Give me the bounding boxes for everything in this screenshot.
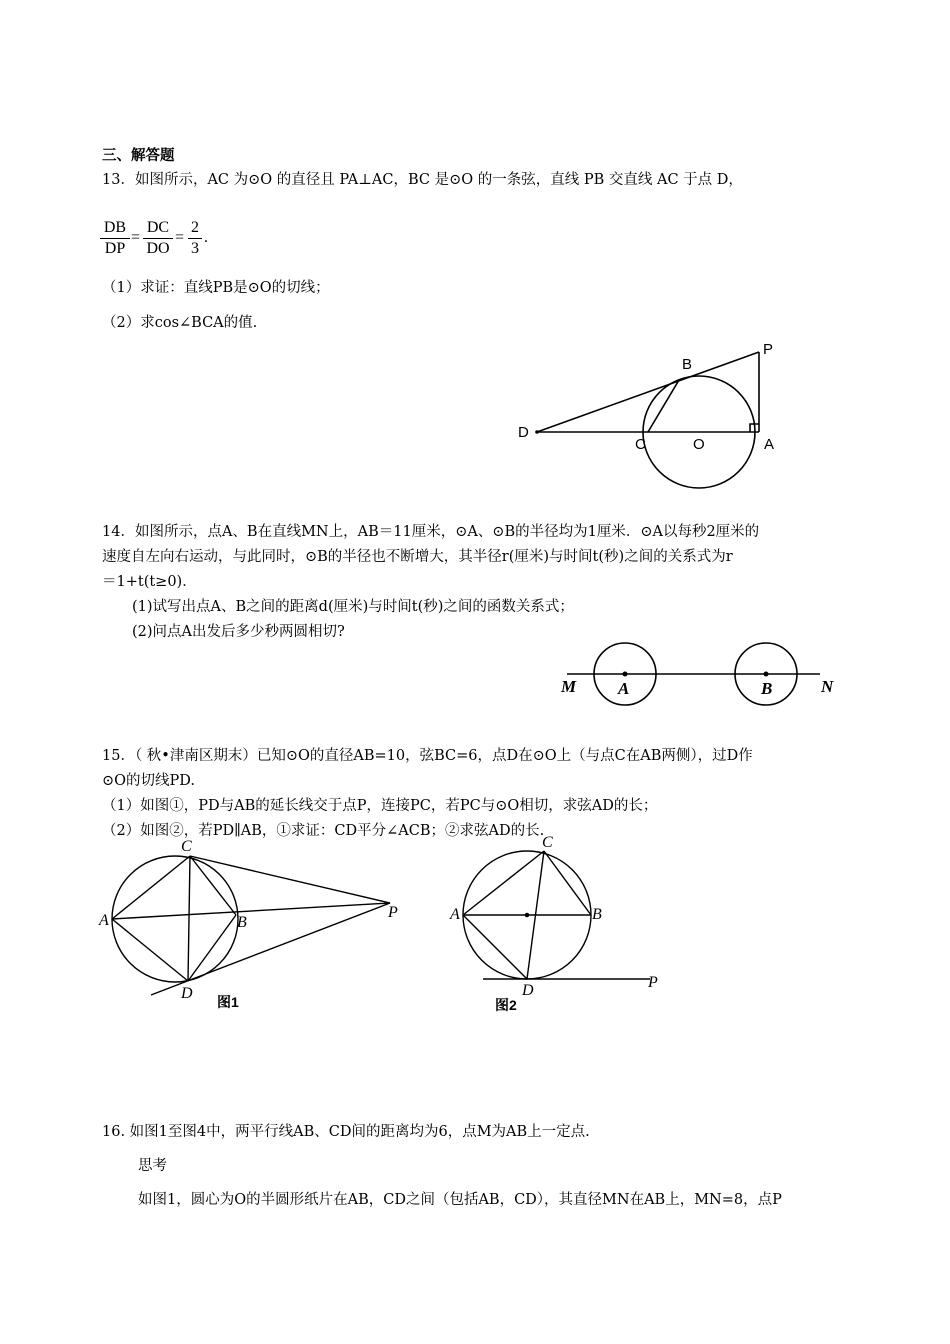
q15-part2: （2）如图②，若PD∥AB，①求证：CD平分∠ACB；②求弦AD的长. <box>102 823 545 839</box>
line-ap <box>112 903 390 919</box>
label-b: B <box>682 356 693 373</box>
line-dp <box>151 903 390 995</box>
label-d: D <box>181 985 193 1002</box>
frac1-denominator: DP <box>104 240 126 257</box>
label-m: M <box>561 677 577 696</box>
label-a: A <box>618 679 630 698</box>
line-ad <box>463 915 527 979</box>
q16-line2: 如图1，圆心为O的半圆形纸片在AB，CD之间（包括AB，CD），其直径MN在AB上，MN=8，点P <box>138 1192 782 1208</box>
q15-figure-1 <box>95 835 415 1015</box>
q15-part1: （1）如图①，PD与AB的延长线交于点P，连接PC，若PC与⊙O相切，求弦AD的长； <box>102 798 658 814</box>
q13-part1: （1）求证：直线PB是⊙O的切线； <box>102 280 330 296</box>
line-dp <box>537 352 759 432</box>
q15-line2: ⊙O的切线PD. <box>102 773 196 789</box>
label-a: A <box>450 906 460 923</box>
q14-part1: (1)试写出点A、B之间的距离d(厘米)与时间t(秒)之间的函数关系式； <box>132 599 574 615</box>
q14-line1: 14．如图所示，点A、B在直线MN上，AB＝11厘米，⊙A、⊙B的半径均为1厘米．⊙A以每秒2厘米的 <box>102 524 760 540</box>
line-cd <box>188 856 190 981</box>
label-d: D <box>518 424 529 441</box>
section-title: 三、解答题 <box>102 148 175 164</box>
q14-line2: 速度自左向右运动，与此同时，⊙B的半径也不断增大，其半径r(厘米)与时间t(秒)之间的关系式为r <box>102 549 733 565</box>
line-ac <box>463 851 544 915</box>
q15-figure-2 <box>445 835 675 1020</box>
q16-line1: 16. 如图1至图4中，两平行线AB、CD间的距离均为6，点M为AB上一定点. <box>102 1124 590 1140</box>
label-p: P <box>388 904 398 921</box>
frac1-numerator: DB <box>103 219 127 236</box>
equals-sign-2: = <box>175 229 185 246</box>
label-b: B <box>237 914 247 931</box>
frac2-denominator: DO <box>146 240 170 257</box>
q14-line3: ＝1+t(t≥0)． <box>102 574 197 590</box>
label-p: P <box>763 341 774 358</box>
label-c: C <box>542 835 553 851</box>
figure-caption-1: 图1 <box>217 994 239 1010</box>
label-n: N <box>821 677 834 696</box>
period: . <box>204 229 208 246</box>
q14-figure <box>555 638 855 720</box>
label-a: A <box>99 912 109 929</box>
label-p: P <box>648 974 658 991</box>
line-da <box>112 919 188 981</box>
q13-part2: （2）求cos∠BCA的值. <box>102 315 258 331</box>
frac2-numerator: DC <box>146 219 170 236</box>
frac3-denominator: 3 <box>191 240 199 257</box>
q15-line1: 15．（ 秋•津南区期末）已知⊙O的直径AB=10，弦BC=6，点D在⊙O上（与点C在AB两侧），过D作 <box>102 748 753 764</box>
label-b: B <box>592 906 602 923</box>
line-cb <box>544 851 591 915</box>
q16-think: 思考 <box>138 1158 167 1174</box>
label-d: D <box>522 982 534 999</box>
label-o: O <box>693 436 705 453</box>
circle-o <box>112 856 238 982</box>
equals-sign-1: = <box>131 229 141 246</box>
frac3-numerator: 2 <box>191 219 199 236</box>
label-c: C <box>635 436 646 453</box>
q14-part2: (2)问点A出发后多少秒两圆相切? <box>132 624 345 640</box>
q13-figure <box>510 340 800 500</box>
q13-line1: 13．如图所示，AC 为⊙O 的直径且 PA⊥AC，BC 是⊙O 的一条弦，直线 PB 交直线 AC 于点 D， <box>102 172 743 188</box>
line-ac <box>112 856 190 919</box>
line-cp <box>190 856 390 903</box>
label-b: B <box>761 679 773 698</box>
label-a: A <box>764 436 775 453</box>
figure-caption-2: 图2 <box>495 997 517 1013</box>
label-c: C <box>181 838 192 855</box>
